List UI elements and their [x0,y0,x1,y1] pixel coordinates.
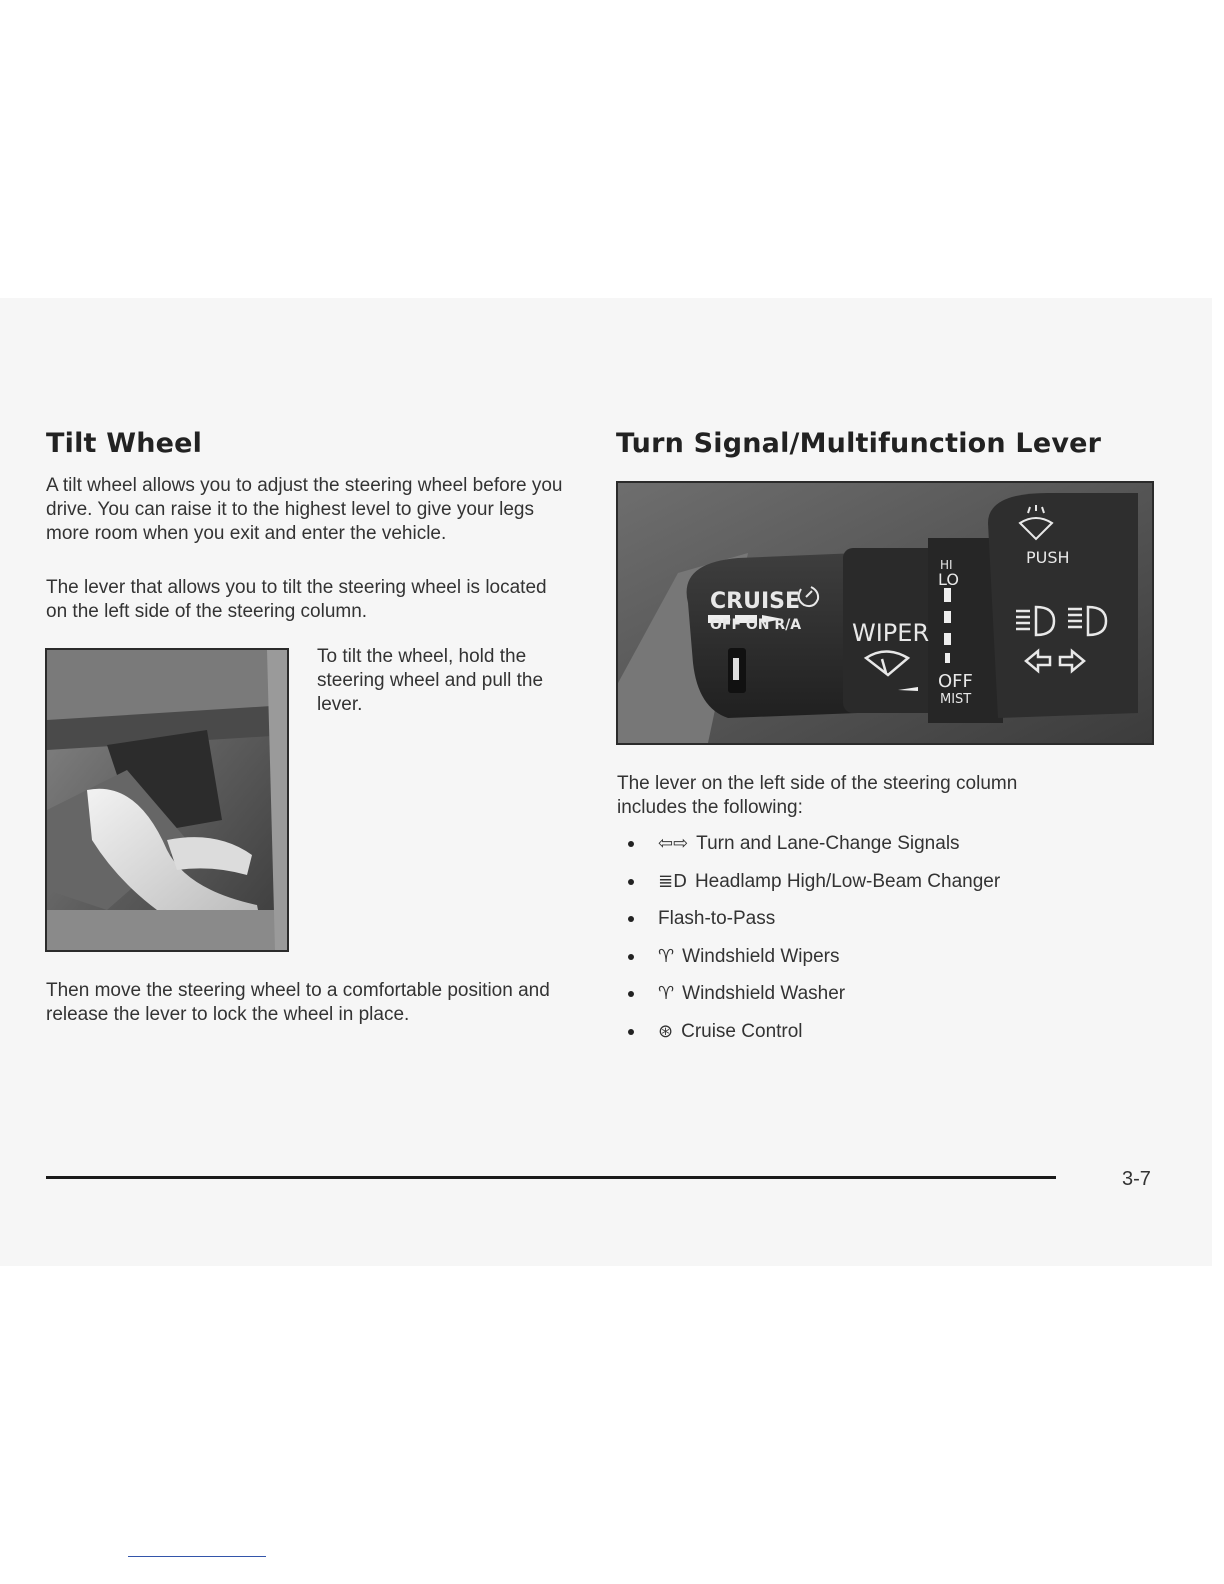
bullet [628,841,634,847]
feature-label: Windshield Wipers [682,945,840,967]
lever-cruise-label: CRUISE [710,589,801,614]
bullet [628,916,634,922]
list-item [628,1020,1148,1058]
lever-push-label: PUSH [1026,548,1070,567]
multifunction-lever-photo [616,481,1154,745]
feature-label: Cruise Control [681,1020,803,1042]
lever-feature-list [628,832,1148,1057]
tilt-lever-photo [45,648,289,952]
feature-label: Turn and Lane-Change Signals [696,833,960,854]
feature-label: Windshield Washer [682,983,846,1004]
washer-icon: ♈ [658,983,675,1004]
bullet [628,1029,634,1035]
list-item [628,832,1148,870]
bullet [628,879,634,885]
list-item [628,907,1148,945]
tilt-instruction: To tilt the wheel, hold the steering wheel and pull the lever. [317,646,544,715]
bottom-underline [128,1556,266,1557]
lever-off-on-ra-label: OFF ON R/A [710,617,802,633]
cruise-control-icon: ⊛ [658,1020,674,1042]
tilt-wheel-heading: Tilt Wheel [46,428,203,459]
lever-intro: The lever on the left side of the steering column includes the following: [617,773,1018,818]
tilt-wheel-intro: A tilt wheel allows you to adjust the steering wheel before you drive. You can raise it to the highest level to give your legs more room when you exit and enter the vehicle. [46,475,563,544]
bullet [628,991,634,997]
tilt-lever-location: The lever that allows you to tilt the steering wheel is located on the left side of the steering column. [46,577,547,622]
bullet [628,954,634,960]
lever-off-label: OFF [938,671,973,692]
list-item [628,870,1148,908]
turn-signal-arrows-icon: ⇦⇨ [658,833,689,854]
headlamp-beam-icon: ≣D [658,870,687,892]
feature-label: Flash-to-Pass [658,908,776,929]
turn-signal-heading: Turn Signal/Multifunction Lever [616,428,1102,459]
feature-label: Headlamp High/Low-Beam Changer [694,870,1001,892]
lever-mist-label: MIST [940,692,972,707]
list-item [628,945,1148,983]
wiper-icon: ♈ [658,945,675,967]
list-item [628,982,1148,1020]
lever-wiper-label: WIPER [852,619,930,647]
page-number: 3-7 [1122,1168,1151,1190]
lever-hi-label: HI [940,558,953,572]
tilt-release-instruction: Then move the steering wheel to a comfortable position and release the lever to lock the wheel in place. [46,980,550,1025]
footer-rule [46,1176,1056,1179]
lever-lo-label: LO [938,570,959,589]
